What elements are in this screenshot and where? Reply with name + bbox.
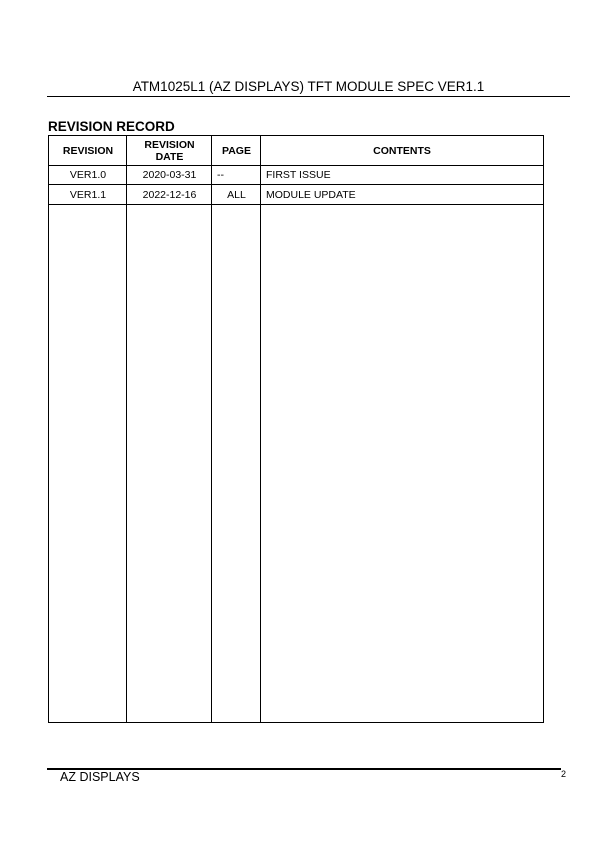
revision-table: [48, 135, 544, 723]
table-column-divider: [211, 136, 212, 722]
cell-revision-date: 2022-12-16: [142, 188, 197, 201]
cell-revision: VER1.1: [69, 188, 107, 201]
column-header-page: PAGE: [222, 144, 251, 157]
table-column-divider: [126, 136, 127, 722]
page-number: 2: [561, 769, 567, 779]
cell-revision-date: 2020-03-31: [142, 169, 197, 181]
cell-contents: FIRST ISSUE: [266, 169, 331, 181]
cell-page: --: [217, 169, 224, 181]
section-title: REVISION RECORD: [48, 119, 175, 134]
column-header-revision-date: REVISION DATE: [144, 138, 195, 163]
cell-revision: VER1.0: [69, 169, 107, 181]
cell-contents: MODULE UPDATE: [266, 188, 356, 201]
column-header-revision: REVISION: [62, 144, 114, 157]
table-column-divider: [260, 136, 261, 722]
footer-company: AZ DISPLAYS: [60, 770, 140, 784]
header-divider: [47, 96, 570, 97]
cell-page: ALL: [227, 188, 246, 201]
column-header-contents: CONTENTS: [373, 144, 431, 157]
document-header-title: ATM1025L1 (AZ DISPLAYS) TFT MODULE SPEC VER1.1: [132, 79, 485, 94]
